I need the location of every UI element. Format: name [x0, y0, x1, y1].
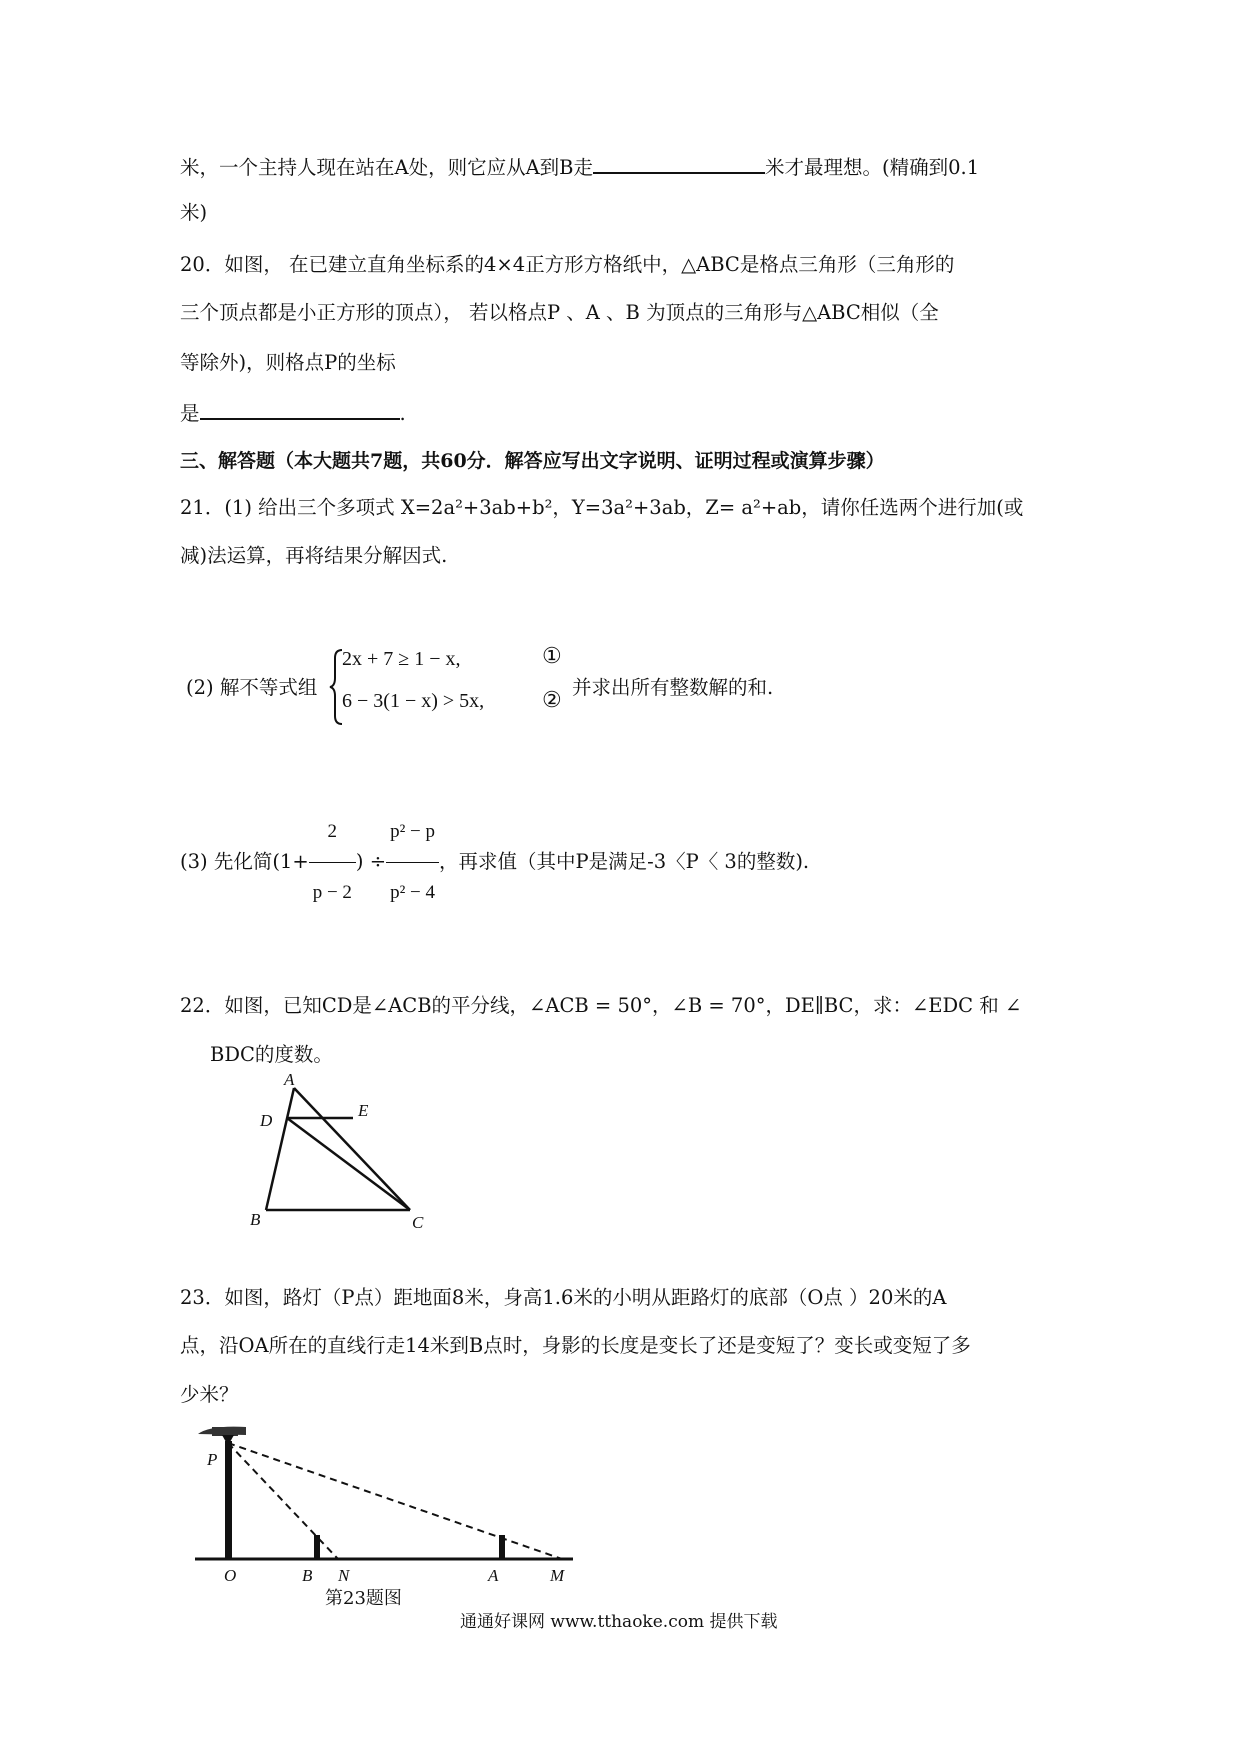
q21-p3-prefix: (3) 先化简(1+	[180, 850, 309, 873]
q22-segment-ac	[294, 1088, 410, 1210]
q23-caption: 第23题图	[325, 1588, 402, 1609]
q22-line1: 22．如图，已知CD是∠ACB的平分线，∠ACB = 50°，∠B = 70°，DE∥BC，求：∠EDC 和 ∠	[180, 994, 1022, 1017]
q22-label-e: E	[358, 1101, 369, 1120]
q21-p3-frac1-num: 2	[309, 802, 356, 863]
q22-label-d: D	[260, 1111, 273, 1130]
q22-line2: BDC的度数。	[210, 1043, 333, 1066]
q22-triangle-figure	[250, 1070, 440, 1235]
q20-line2: 三个顶点都是小正方形的顶点）， 若以格点P 、A 、B 为顶点的三角形与△ABC相似（全	[180, 301, 939, 324]
q23-line2: 点，沿OA所在的直线行走14米到B点时，身影的长度是变长了还是变短了？变长或变短了多	[180, 1334, 971, 1357]
q23-line1: 23．如图，路灯（P点）距地面8米，身高1.6米的小明从距路灯的底部（O点 ）20米的A	[180, 1286, 947, 1309]
q19-answer-blank[interactable]	[593, 152, 765, 174]
q20-line1: 20．如图， 在已建立直角坐标系的4×4正方形方格纸中，△ABC是格点三角形（三角形的	[180, 253, 955, 276]
q23-label-a: A	[488, 1566, 499, 1585]
q20-text-a: 是	[180, 402, 200, 425]
q22-label-c: C	[412, 1213, 424, 1232]
q22-label-a: A	[284, 1070, 295, 1089]
page-footer: 通通好课网 www.tthaoke.com 提供下载	[460, 1612, 778, 1632]
q21-p2-mark1: ①	[542, 644, 562, 669]
lamp-bulb-icon	[222, 1435, 234, 1442]
q22-label-b: B	[250, 1210, 261, 1229]
light-ray-pn	[228, 1443, 338, 1559]
q21-p2-mark2: ②	[542, 688, 562, 713]
q21-p2-eq2: 6 − 3(1 − x) > 5x,	[342, 690, 485, 712]
light-ray-pm	[228, 1443, 562, 1559]
q20-line4	[180, 398, 406, 427]
q23-label-m: M	[550, 1566, 565, 1585]
section3-heading: 三、解答题（本大题共7题，共60分．解答应写出文字说明、证明过程或演算步骤）	[180, 450, 885, 472]
q21-p3-frac1-den: p − 2	[312, 882, 352, 903]
q19-text-a: 米，一个主持人现在站在A处，则它应从A到B走	[180, 156, 593, 179]
q21-p3-mid: ) ÷	[355, 850, 387, 873]
q22-segment-dc	[287, 1118, 410, 1210]
q21-p2-prefix: (2) 解不等式组	[186, 676, 318, 699]
q20-text-b: .	[399, 402, 406, 425]
q21-p1-line2: 减)法运算，再将结果分解因式.	[180, 544, 448, 567]
q21-p2-suffix: 并求出所有整数解的和.	[572, 676, 774, 699]
q23-streetlight-figure	[190, 1415, 590, 1585]
q21-p3-frac1	[309, 802, 356, 923]
q21-p2	[180, 644, 780, 728]
q19-line2: 米)	[180, 201, 208, 224]
q23-label-p: P	[207, 1450, 218, 1469]
lamp-pole	[225, 1441, 232, 1559]
q21-p2-eq1: 2x + 7 ≥ 1 − x,	[342, 648, 461, 670]
q22-segment-ab	[266, 1088, 294, 1210]
q23-line3: 少米？	[180, 1383, 239, 1406]
q23-label-n: N	[338, 1566, 350, 1585]
q20-answer-blank[interactable]	[200, 398, 400, 420]
q21-p3-suffix: ，再求值（其中P是满足-3〈P〈 3的整数).	[438, 850, 810, 873]
q21-p3	[180, 802, 809, 923]
q21-p3-frac2-den: p² − 4	[390, 882, 435, 903]
lamp-housing-icon	[212, 1427, 238, 1436]
q23-label-o: O	[224, 1566, 237, 1585]
q21-p3-frac2	[386, 802, 439, 923]
q19-text-b: 米才最理想。(精确到0.1	[765, 156, 980, 179]
q21-p1-line1: 21．(1) 给出三个多项式 X=2a²+3ab+b²，Y=3a²+3ab，Z= a²+ab，请你任选两个进行加(或	[180, 496, 1024, 519]
q19-line1	[180, 152, 979, 181]
q20-line3: 等除外)，则格点P的坐标	[180, 351, 396, 374]
q23-label-b: B	[302, 1566, 313, 1585]
q21-p3-frac2-num: p² − p	[386, 802, 439, 863]
